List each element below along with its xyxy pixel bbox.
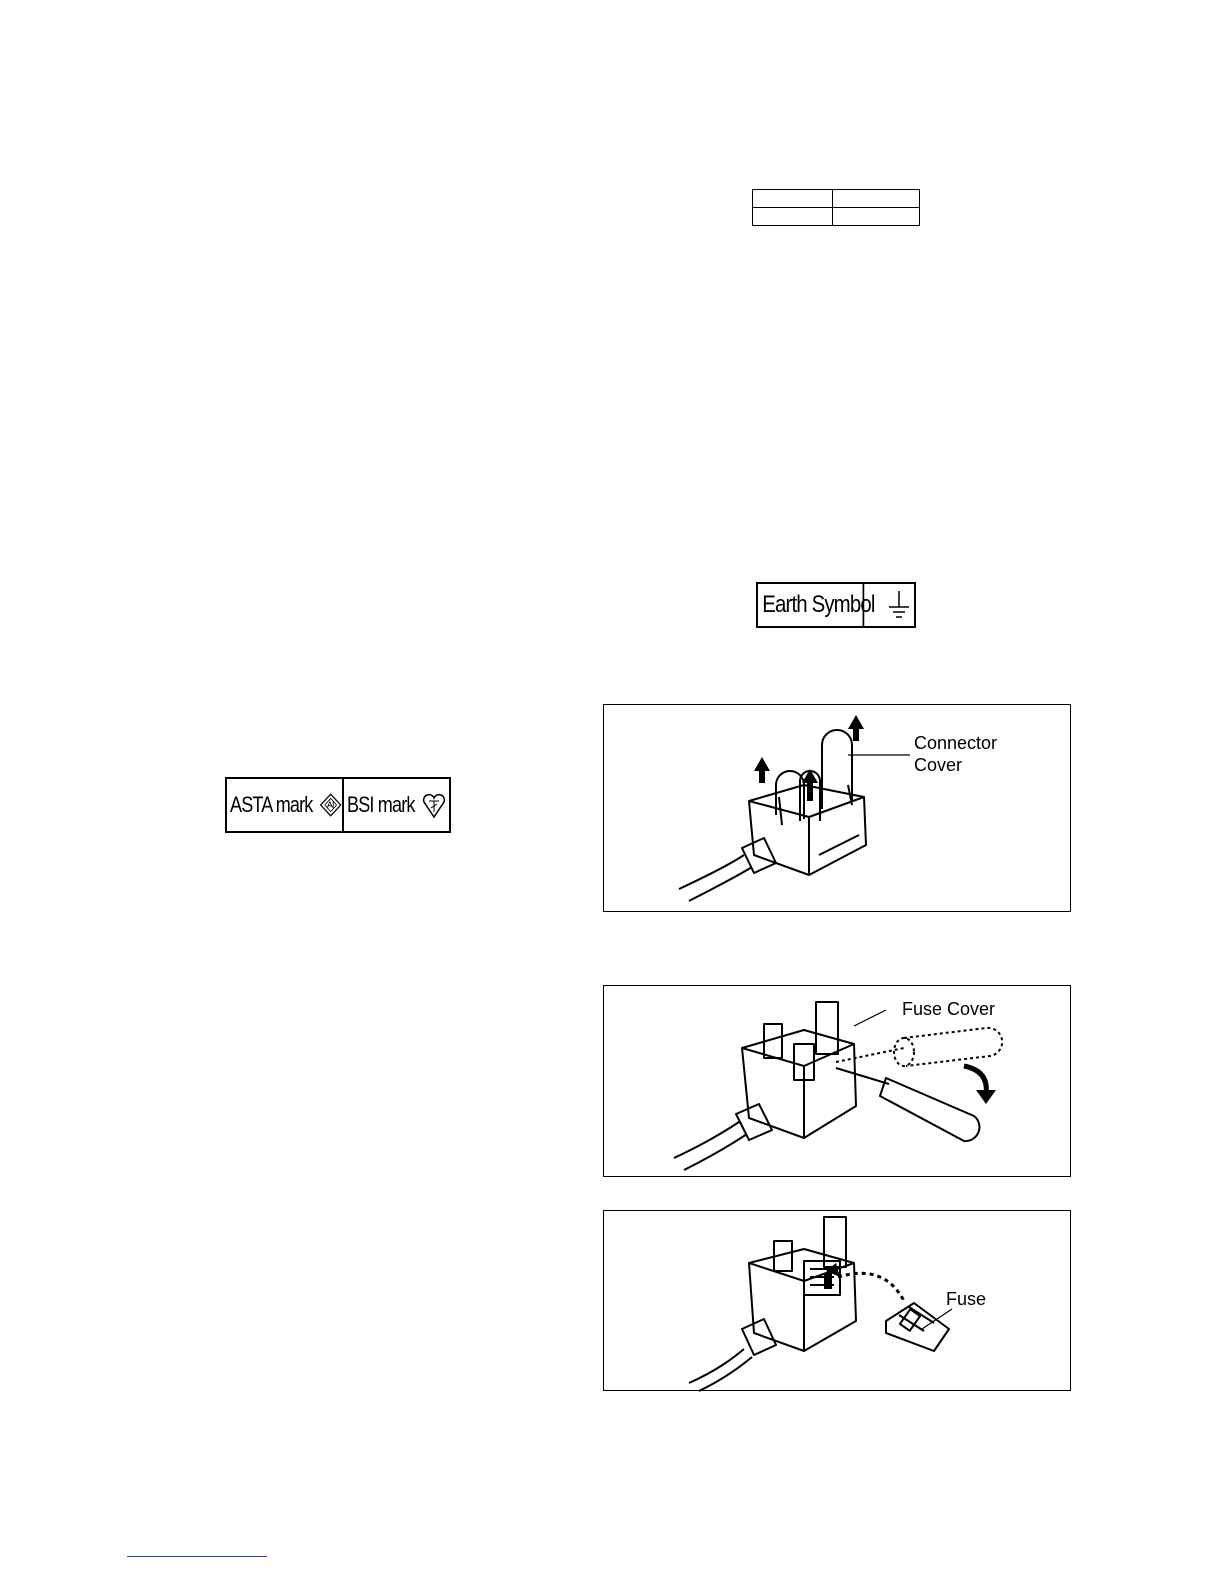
connector-cover-label: Connector Cover [914,733,998,775]
table-cell [833,208,920,226]
figure-fuse [603,1210,1071,1391]
table-cell [833,190,920,208]
asta-diamond-icon [319,790,342,820]
bsi-mark-label: BSI mark [347,792,415,817]
table-cell [753,208,833,226]
bsi-kitemark-icon [421,790,447,820]
fuse-cover-label: Fuse Cover [902,999,996,1019]
asta-mark-cell [227,779,344,831]
table-cell [753,190,833,208]
figure-fuse-cover [603,985,1071,1177]
empty-wiring-table [752,189,920,226]
asta-bsi-marks-box [225,777,451,833]
bsi-mark-cell [344,779,447,831]
asta-mark-label: ASTA mark [230,792,313,817]
fuse-label: Fuse [946,1289,987,1309]
earth-ground-icon [883,584,914,626]
figure-connector-cover [603,704,1071,912]
footer-link-underline[interactable] [127,1556,267,1557]
earth-symbol-label: Earth Symbol [758,584,864,626]
plug-connector-illustration [604,705,1072,913]
earth-symbol-box [756,582,916,628]
plug-fuse-illustration [604,1211,1072,1392]
plug-screwdriver-illustration [604,986,1072,1178]
